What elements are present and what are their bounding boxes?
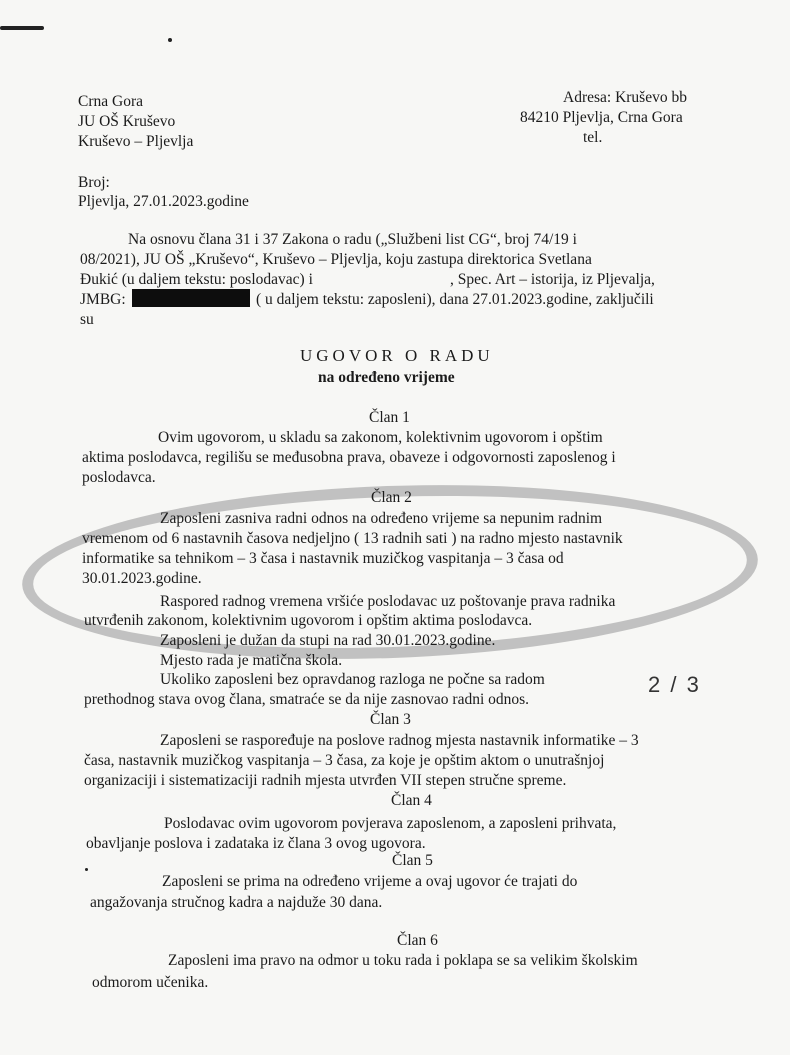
article-line: Ukoliko zaposleni bez opravdanog razloga ne počne sa radom <box>160 671 545 688</box>
place-date: Pljevlja, 27.01.2023.godine <box>78 193 249 210</box>
article-heading: Član 2 <box>371 489 412 506</box>
article-line: Raspored radnog vremena vršiće poslodavac uz poštovanje prava radnika <box>160 593 616 610</box>
intro-line: , Spec. Art – istorija, iz Pljevalja, <box>450 271 655 288</box>
article-line: Zaposleni se raspoređuje na poslove radnog mjesta nastavnik informatike – 3 <box>160 732 639 749</box>
header-right-line: Adresa: Kruševo bb <box>563 89 687 106</box>
article-line: Ovim ugovorom, u skladu sa zakonom, kolektivnim ugovorom i opštim <box>158 429 603 446</box>
article-line: 30.01.2023.godine. <box>82 570 202 587</box>
article-line: utvrđenih zakonom, kolektivnim ugovorom i opštim aktima poslodavca. <box>84 612 533 629</box>
article-heading: Član 4 <box>391 792 432 809</box>
intro-line: Na osnovu člana 31 i 37 Zakona o radu („Službeni list CG“, broj 74/19 i <box>128 231 577 248</box>
intro-line: 08/2021), JU OŠ „Kruševo“, Kruševo – Pljevlja, koju zastupa direktorica Svetlana <box>80 251 592 268</box>
header-right-line: tel. <box>583 129 603 146</box>
reference-number-label: Broj: <box>78 174 110 191</box>
intro-line: Đukić (u daljem tekstu: poslodavac) i <box>80 271 313 288</box>
article-heading: Član 5 <box>392 852 433 869</box>
header-left-line: JU OŠ Kruševo <box>78 113 176 130</box>
document-title: UGOVOR O RADU <box>300 346 494 365</box>
article-heading: Član 3 <box>370 711 411 728</box>
article-line: informatike sa tehnikom – 3 časa i nastavnik muzičkog vaspitanja – 3 časa od <box>82 550 564 567</box>
article-heading: Član 1 <box>369 409 410 426</box>
article-line: Zaposleni zasniva radni odnos na određeno vrijeme sa nepunim radnim <box>160 510 603 527</box>
article-line: Poslodavac ovim ugovorom povjerava zaposlenom, a zaposleni prihvata, <box>164 815 617 832</box>
article-heading: Član 6 <box>397 932 438 949</box>
article-line: odmorom učenika. <box>92 974 209 991</box>
header-right-line: 84210 Pljevlja, Crna Gora <box>520 109 683 126</box>
article-line: prethodnog stava ovog člana, smatraće se da nije zasnovao radni odnos. <box>84 691 530 708</box>
article-line: Zaposleni ima pravo na odmor u toku rada i poklapa se sa velikim školskim <box>168 952 638 969</box>
article-line: vremenom od 6 nastavnih časova nedjeljno ( 13 radnih sati ) na radno mjesto nastavnik <box>82 530 623 547</box>
scan-mark <box>168 38 172 42</box>
article-line: organizaciji i sistematizaciji radnih mjesta utvrđen VII stepen stručne spreme. <box>84 772 567 789</box>
scan-mark <box>0 26 44 30</box>
intro-line: su <box>80 311 94 328</box>
article-line: Zaposleni se prima na određeno vrijeme a ovaj ugovor će trajati do <box>162 873 578 890</box>
article-line: obavljanje poslova i zadataka iz člana 3 ovog ugovora. <box>86 835 426 852</box>
article-line: angažovanja stručnog kadra a najduže 30 dana. <box>90 894 383 911</box>
article-line: poslodavca. <box>82 469 156 486</box>
scan-mark <box>85 868 88 871</box>
intro-line: ( u daljem tekstu: zaposleni), dana 27.01.2023.godine, zaključili <box>256 291 654 308</box>
page-number: 2 / 3 <box>648 672 701 697</box>
article-line: časa, nastavnik muzičkog vaspitanja – 3 časa, za koje je opštim aktom o unutrašnjoj <box>84 752 605 769</box>
intro-line: JMBG: <box>80 291 126 308</box>
article-line: Mjesto rada je matična škola. <box>160 652 343 669</box>
article-line: Zaposleni je dužan da stupi na rad 30.01.2023.godine. <box>160 632 496 649</box>
header-left-line: Crna Gora <box>78 93 143 110</box>
header-left-line: Kruševo – Pljevlja <box>78 133 194 150</box>
redaction-bar <box>132 289 250 307</box>
document-subtitle: na određeno vrijeme <box>318 369 455 386</box>
article-line: aktima poslodavca, regilišu se međusobna prava, obaveze i odgovornosti zaposlenog i <box>82 449 616 466</box>
